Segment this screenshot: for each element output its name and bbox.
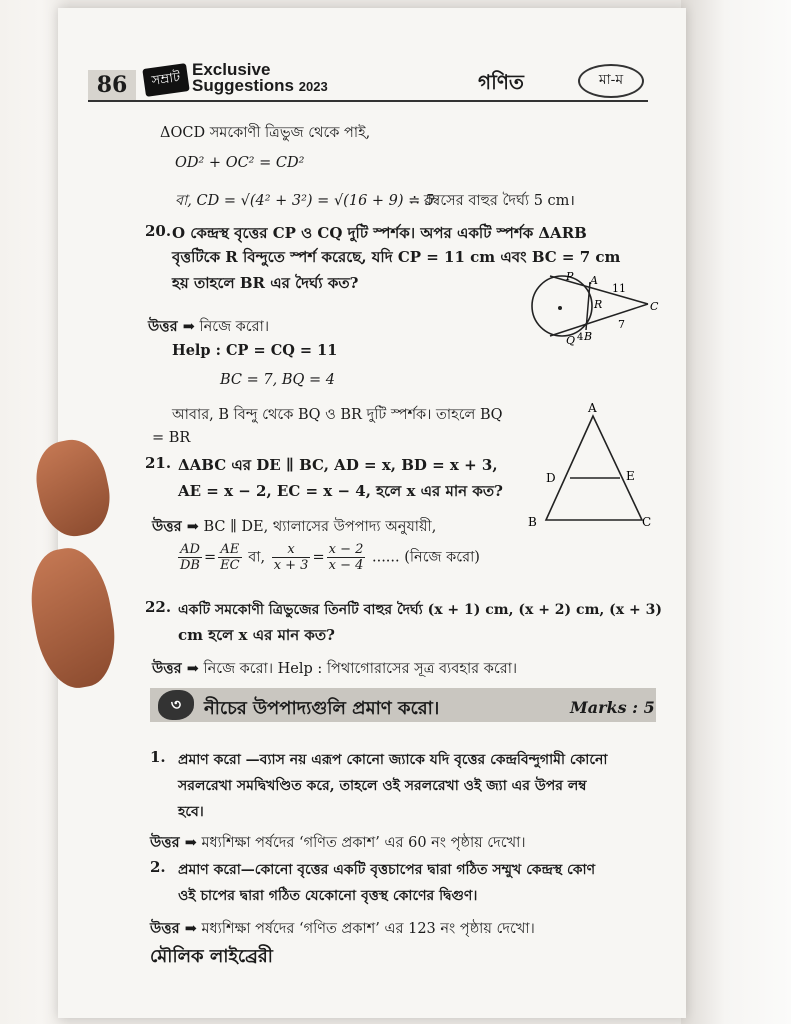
fig20-label-4: 4: [577, 332, 584, 343]
p1-answer-text: মধ্যশিক্ষা পর্ষদের ‘গণিত প্রকাশ’ এর 60 নং পৃষ্ঠায় দেখো।: [201, 835, 526, 851]
q20-answer-label: উত্তর ➡: [148, 318, 195, 335]
section-title: নীচের উপপাদ্যগুলি প্রমাণ করো।: [204, 698, 440, 719]
p1-line1: প্রমাণ করো —ব্যাস নয় এরূপ কোনো জ্যাকে যদি বৃত্তের কেন্দ্রবিন্দুগামী কোনো: [178, 752, 608, 768]
q21-number: 21.: [145, 454, 172, 472]
ornament-icon: মা-ম: [578, 64, 644, 98]
frac-denominator: EC: [220, 558, 240, 573]
p2-answer-label: উত্তর ➡: [150, 920, 197, 937]
fig20-label-c: C: [650, 300, 659, 313]
fig21-label-e: E: [626, 469, 635, 483]
equation-1: OD² + OC² = CD²: [175, 155, 305, 171]
frac-denominator: DB: [180, 558, 200, 573]
fig20-label-r: R: [594, 298, 603, 311]
q21-frac-ad-db: [178, 542, 202, 573]
q20-line3: হয় তাহলে BR এর দৈর্ঘ্য কত?: [172, 274, 359, 292]
q20-help-2: BC = 7, BQ = 4: [220, 372, 335, 388]
p1-line2: সরলরেখা সমদ্বিখণ্ডিত করে, তাহলে ওই সরলরেখা ওই জ্যা এর উপর লম্ব: [178, 778, 587, 794]
q20-line2: বৃত্তটিকে R বিন্দুতে স্পর্শ করেছে, যদি CP = 11 cm এবং BC = 7 cm: [172, 248, 621, 266]
q21-answer-text: BC ∥ DE, থ্যালাসের উপপাদ্য অনুযায়ী,: [203, 519, 437, 535]
q20-help-4: = BR: [152, 430, 191, 446]
q21-frac-x2: [327, 542, 366, 573]
publisher-footer: মৌলিক লাইব্রেরী: [150, 946, 273, 967]
frac-numerator: AD: [178, 542, 202, 558]
p2-line2: ওই চাপের দ্বারা গঠিত যেকোনো বৃত্তস্থ কোণের দ্বিগুণ।: [178, 888, 478, 904]
p1-number: 1.: [150, 748, 166, 766]
fig21-label-d: D: [546, 471, 556, 485]
q20-answer: [148, 316, 269, 340]
page-header: [88, 62, 648, 102]
fig21-triangle: [546, 416, 642, 520]
equation-2: বা, CD = √(4² + 3²) = √(16 + 9) = 5: [175, 193, 435, 209]
fig21-label-c: C: [642, 515, 652, 529]
q20-number: 20.: [145, 222, 172, 240]
fig20-label-q: Q: [566, 334, 576, 347]
brand-title: [192, 62, 328, 95]
fig20-label-a: A: [590, 274, 598, 287]
frac-denominator: x − 4: [328, 558, 364, 573]
fig20-label-p: P: [566, 270, 574, 283]
q21-line2: AE = x − 2, EC = x − 4, হলে x এর মান কত?: [178, 482, 503, 500]
fig20-label-11: 11: [612, 282, 626, 295]
brand-line2: Suggestions: [192, 76, 295, 95]
q22-answer-label: উত্তর ➡: [152, 660, 199, 677]
q21-frac-ae-ec: [218, 542, 241, 573]
q20-help-3: আবার, B বিন্দু থেকে BQ ও BR দুটি স্পর্শক। তাহলে BQ: [172, 407, 503, 423]
equation-2-conclusion: ∴ রম্বসের বাহুর দৈর্ঘ্য 5 cm।: [410, 193, 575, 209]
section-number-icon: ৩: [158, 690, 194, 720]
p1-answer-label: উত্তর ➡: [150, 834, 197, 851]
fig21-label-b: B: [528, 515, 537, 529]
q21-figure: [526, 398, 656, 530]
frac-denominator: x + 3: [273, 558, 309, 573]
q22-line2: cm হলে x এর মান কত?: [178, 626, 335, 644]
q22-answer-text: নিজে করো। Help : পিথাগোরাসের সূত্র ব্যবহার করো।: [203, 661, 518, 677]
q22-line1: একটি সমকোণী ত্রিভুজের তিনটি বাহুর দৈর্ঘ্য (x + 1) cm, (x + 2) cm, (x + 3): [178, 602, 662, 618]
fig20-label-7: 7: [618, 318, 625, 331]
q21-tail: ...... (নিজে করো): [371, 549, 480, 566]
q21-ba: বা,: [248, 549, 266, 566]
q22-answer: [152, 658, 517, 682]
subject-title: গণিত: [478, 70, 524, 94]
background-right: [681, 0, 791, 1024]
brand-line1: Exclusive: [192, 60, 271, 79]
q22-number: 22.: [145, 598, 172, 616]
page-number: 86: [88, 70, 136, 100]
q20-line1: O কেন্দ্রস্থ বৃত্তের CP ও CQ দুটি স্পর্শক। অপর একটি স্পর্শক ΔARB: [172, 224, 587, 242]
p2-line1: প্রমাণ করো—কোনো বৃত্তের একটি বৃত্তচাপের দ্বারা গঠিত সম্মুখ কেন্দ্রস্থ কোণ: [178, 862, 596, 878]
brand-year: 2023: [298, 79, 328, 94]
q21-answer: [152, 516, 436, 540]
p1-answer: [150, 832, 526, 856]
fig20-center: [558, 306, 562, 310]
q21-answer-label: উত্তর ➡: [152, 518, 199, 535]
p1-line3: হবে।: [178, 804, 204, 820]
publisher-logo: সম্রাট: [142, 63, 189, 97]
p2-answer: [150, 918, 535, 942]
q20-answer-text: নিজে করো।: [199, 319, 270, 335]
p2-answer-text: মধ্যশিক্ষা পর্ষদের ‘গণিত প্রকাশ’ এর 123 নং পৃষ্ঠায় দেখো।: [201, 921, 535, 937]
fig21-label-a: A: [588, 401, 597, 415]
p2-number: 2.: [150, 858, 166, 876]
fig20-label-b: B: [584, 330, 593, 343]
frac-numerator: AE: [218, 542, 241, 558]
intro-text: ΔOCD সমকোণী ত্রিভুজ থেকে পাই,: [160, 125, 371, 141]
q21-frac-x: [272, 542, 311, 573]
section-marks: Marks : 5: [570, 698, 655, 717]
q21-line1: ΔABC এর DE ∥ BC, AD = x, BD = x + 3,: [178, 456, 498, 474]
q20-help-1: Help : CP = CQ = 11: [172, 342, 338, 359]
q20-figure: [520, 268, 660, 350]
frac-numerator: x: [272, 542, 311, 558]
header-divider: [88, 100, 648, 102]
frac-numerator: x − 2: [328, 542, 364, 557]
q21-proportion: $\frac{AD}{DB}$ = $\frac{AE}{EC}$ বা, $\frac{x}{x + 3}$ = $\frac{x - 2}{x - 4}$ ...... (নিজে করো): [180, 542, 480, 573]
